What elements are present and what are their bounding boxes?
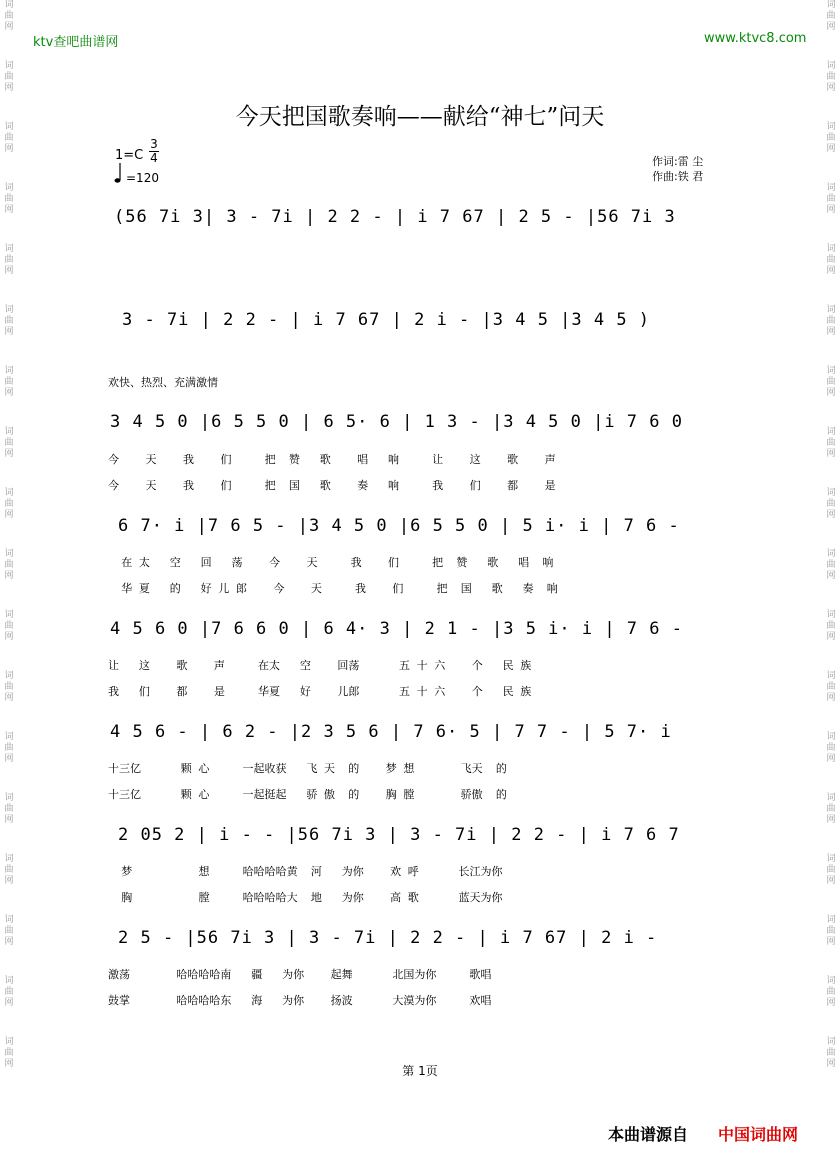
composer: 作曲:铁 君 xyxy=(652,170,704,183)
notation: 6 7· i |7 6 5 - |3 4 5 0 |6 5 5 0 | 5 i· i | 7 6 - xyxy=(118,516,680,536)
lyric-verse-2: 鼓掌 哈哈哈哈东 海 为你 扬波 大漠为你 欢唱 xyxy=(108,994,492,1007)
staff-row xyxy=(108,305,753,345)
staff-row xyxy=(108,614,753,654)
staff-row xyxy=(108,511,753,551)
site-name-left: ktv查吧曲谱网 xyxy=(33,35,119,50)
time-top: 3 xyxy=(150,137,158,151)
lyric-verse-1: 梦 想 哈哈哈哈黄 河 为你 欢 呼 长江为你 xyxy=(108,865,503,878)
notation: 4 5 6 - | 6 2 - |2 3 5 6 | 7 6· 5 | 7 7 - | 5 7· i xyxy=(110,722,672,742)
staff-row xyxy=(108,717,753,757)
credits xyxy=(652,154,703,184)
lyric-verse-1: 激荡 哈哈哈哈南 疆 为你 起舞 北国为你 歌唱 xyxy=(108,968,492,981)
lyric-verse-1: 今 天 我 们 把 赞 歌 唱 响 让 这 歌 声 xyxy=(108,453,556,466)
source-site: 中国词曲网 xyxy=(718,1125,799,1144)
lyric-verse-1: 在 太 空 回 荡 今 天 我 们 把 赞 歌 唱 响 xyxy=(108,556,554,569)
notation: 3 - 7i | 2 2 - | i 7 67 | 2 i - |3 4 5 |3 4 5 ) xyxy=(122,310,651,330)
tempo: =120 xyxy=(126,171,159,185)
notation: 3 4 5 0 |6 5 5 0 | 6 5· 6 | 1 3 - |3 4 5 0 |i 7 6 0 xyxy=(110,412,683,432)
lyricist: 作词:雷 尘 xyxy=(652,155,704,168)
time-bottom: 4 xyxy=(150,151,158,165)
lyric-verse-2: 胸 膛 哈哈哈哈大 地 为你 高 歌 蓝天为你 xyxy=(108,891,503,904)
page-number: 第 1页 xyxy=(402,1064,438,1078)
lyric-verse-2: 今 天 我 们 把 国 歌 奏 响 我 们 都 是 xyxy=(108,479,556,492)
notation: (56 7i 3| 3 - 7i | 2 2 - | i 7 67 | 2 5 - |56 7i 3 xyxy=(114,207,676,227)
lyric-verse-2: 我 们 都 是 华夏 好 儿郎 五 十 六 个 民 族 xyxy=(108,685,532,698)
notation: 2 05 2 | i - - |56 7i 3 | 3 - 7i | 2 2 - | i 7 6 7 xyxy=(118,825,680,845)
lyric-verse-1: 让 这 歌 声 在太 空 回荡 五 十 六 个 民 族 xyxy=(108,659,532,672)
staff-row xyxy=(108,820,753,860)
lyric-verse-2: 华 夏 的 好 儿 郎 今 天 我 们 把 国 歌 奏 响 xyxy=(108,582,558,595)
staff-row xyxy=(108,407,753,447)
notation: 4 5 6 0 |7 6 6 0 | 6 4· 3 | 2 1 - |3 5 i· i | 7 6 - xyxy=(110,619,683,639)
expression-mark: 欢快、热烈、充满激情 xyxy=(108,376,218,389)
side-watermark-right: 词曲网 词曲网 词曲网 词曲网 词曲网 词曲网 词曲网 词曲网 词曲网 词曲网 词曲网 词曲网 词曲网 词曲网 词曲网 词曲网 词曲网 词曲网 xyxy=(826,0,836,1069)
quarter-note-icon xyxy=(114,162,122,184)
site-url-right: www.ktvc8.com xyxy=(704,31,807,46)
song-title: 今天把国歌奏响——献给“神七”问天 xyxy=(235,104,605,130)
notation: 2 5 - |56 7i 3 | 3 - 7i | 2 2 - | i 7 67 | 2 i - xyxy=(118,928,658,948)
side-watermark-left: 词曲网 词曲网 词曲网 词曲网 词曲网 词曲网 词曲网 词曲网 词曲网 词曲网 词曲网 词曲网 词曲网 词曲网 词曲网 词曲网 词曲网 词曲网 xyxy=(4,0,14,1069)
key-signature: 1=C xyxy=(115,148,144,163)
staff-row xyxy=(108,202,753,242)
staff-row xyxy=(108,923,753,963)
lyric-verse-2: 十三亿 颗 心 一起挺起 骄 傲 的 胸 膛 骄傲 的 xyxy=(108,788,507,801)
lyric-verse-1: 十三亿 颗 心 一起收获 飞 天 的 梦 想 飞天 的 xyxy=(108,762,507,775)
time-signature xyxy=(149,138,159,165)
source-label: 本曲谱源自 xyxy=(608,1125,689,1144)
